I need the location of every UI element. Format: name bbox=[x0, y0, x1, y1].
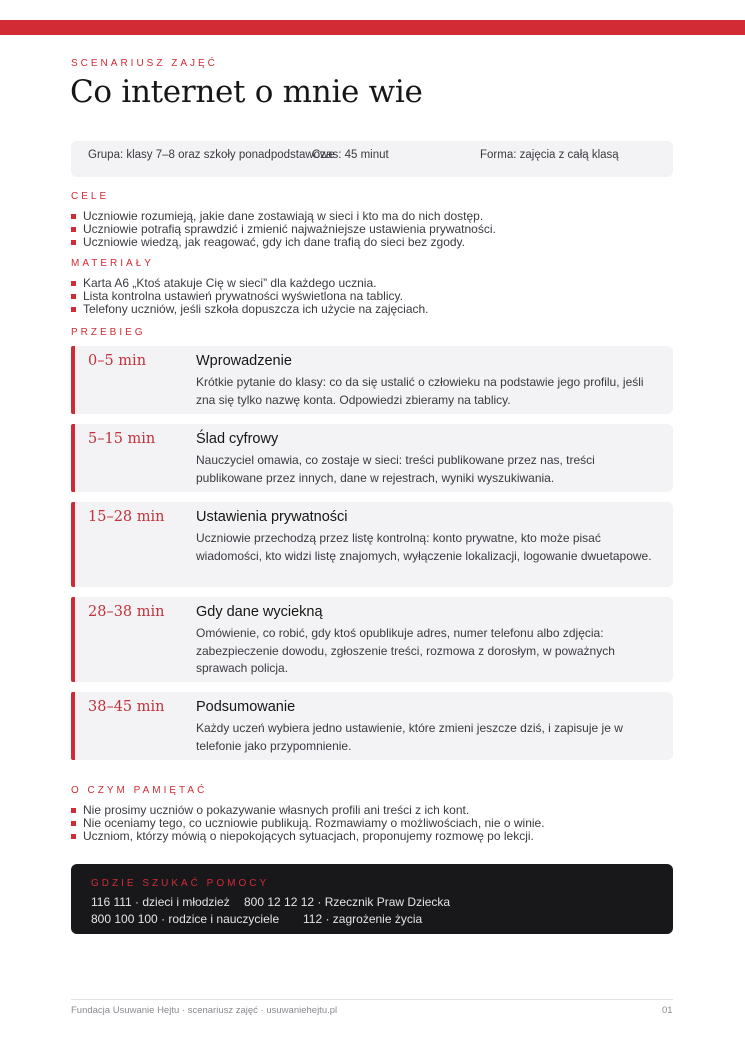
bullet-icon bbox=[71, 808, 76, 813]
course-step bbox=[71, 502, 673, 587]
list-item: Telefony uczniów, jeśli szkoła dopuszcza ich użycie na zajęciach. bbox=[71, 303, 429, 316]
bullet-icon bbox=[71, 214, 76, 219]
help-contact: 800 12 12 12 · Rzecznik Praw Dziecka bbox=[244, 895, 451, 909]
list-item: Uczniom, którzy mówią o niepokojących sytuacjach, proponujemy rozmowę po lekcji. bbox=[71, 830, 545, 843]
bullet-icon bbox=[71, 240, 76, 245]
list-item: Uczniowie wiedzą, jak reagować, gdy ich dane trafią do sieci bez zgody. bbox=[71, 236, 496, 249]
section-heading-goals: CELE bbox=[71, 191, 110, 202]
help-contact: 800 100 100 · rodzice i nauczyciele bbox=[91, 912, 280, 926]
materials-list bbox=[71, 277, 429, 316]
meta-box bbox=[71, 141, 673, 177]
help-contact: 116 111 · dzieci i młodzież bbox=[91, 895, 230, 909]
list-item: Nie prosimy uczniów o pokazywanie własnych profili ani treści z ich kont. bbox=[71, 804, 545, 817]
bullet-icon bbox=[71, 294, 76, 299]
bullet-icon bbox=[71, 227, 76, 232]
top-accent-bar bbox=[0, 20, 745, 35]
bullet-icon bbox=[71, 281, 76, 286]
step-accent-bar bbox=[71, 502, 75, 587]
list-item: Lista kontrolna ustawień prywatności wyświetlona na tablicy. bbox=[71, 290, 429, 303]
bullet-icon bbox=[71, 821, 76, 826]
step-time: 5–15 min bbox=[88, 431, 156, 447]
footer-divider bbox=[71, 999, 673, 1000]
course-step bbox=[71, 346, 673, 414]
step-description: Krótkie pytanie do klasy: co da się ustalić o człowieku na podstawie jego profilu, jeśli zna się tylko nazwę konta. Odpowiedzi zbieramy na tablicy. bbox=[196, 375, 644, 407]
bullet-icon bbox=[71, 834, 76, 839]
meta-time: Czas: 45 minut bbox=[312, 149, 389, 161]
step-description: Omówienie, co robić, gdy ktoś opublikuje adres, numer telefonu albo zdjęcia: zabezpieczenie dowodu, zgłoszenie treści, rozmowa z dorosłym, w poważnych sprawach policja. bbox=[196, 626, 615, 675]
meta-group: Grupa: klasy 7–8 oraz szkoły ponadpodstawowe bbox=[88, 149, 335, 161]
help-heading: GDZIE SZUKAĆ POMOCY bbox=[91, 878, 270, 889]
step-accent-bar bbox=[71, 692, 75, 760]
step-accent-bar bbox=[71, 597, 75, 682]
step-title: Podsumowanie bbox=[196, 699, 296, 715]
step-title: Ślad cyfrowy bbox=[196, 431, 279, 447]
list-item: Karta A6 „Ktoś atakuje Cię w sieci” dla każdego ucznia. bbox=[71, 277, 429, 290]
step-title: Wprowadzenie bbox=[196, 353, 292, 369]
step-description: Każdy uczeń wybiera jedno ustawienie, które zmieni jeszcze dziś, i zapisuje je w telefonie jako przypomnienie. bbox=[196, 721, 623, 753]
step-accent-bar bbox=[71, 346, 75, 414]
page-title: Co internet o mnie wie bbox=[70, 74, 423, 110]
step-time: 15–28 min bbox=[88, 509, 165, 525]
step-time: 38–45 min bbox=[88, 699, 165, 715]
step-accent-bar bbox=[71, 424, 75, 492]
course-step bbox=[71, 424, 673, 492]
course-step bbox=[71, 597, 673, 682]
step-description: Nauczyciel omawia, co zostaje w sieci: treści publikowane przez nas, treści publikowane przez innych, dane w rejestrach, wyniki wyszukiwania. bbox=[196, 453, 595, 485]
page-number: 01 bbox=[662, 1005, 673, 1016]
step-title: Gdy dane wyciekną bbox=[196, 604, 323, 620]
list-item: Uczniowie rozumieją, jakie dane zostawiają w sieci i kto ma do nich dostęp. bbox=[71, 210, 496, 223]
help-box bbox=[71, 864, 673, 934]
remember-list bbox=[71, 804, 545, 843]
step-time: 0–5 min bbox=[88, 353, 147, 369]
bullet-icon bbox=[71, 307, 76, 312]
section-heading-remember: O CZYM PAMIĘTAĆ bbox=[71, 785, 208, 796]
course-step bbox=[71, 692, 673, 760]
list-item: Nie oceniamy tego, co uczniowie publikują. Rozmawiamy o możliwościach, nie o winie. bbox=[71, 817, 545, 830]
list-item: Uczniowie potrafią sprawdzić i zmienić najważniejsze ustawienia prywatności. bbox=[71, 223, 496, 236]
step-title: Ustawienia prywatności bbox=[196, 509, 348, 525]
section-heading-materials: MATERIAŁY bbox=[71, 258, 154, 269]
goals-list bbox=[71, 210, 496, 249]
help-contact: 112 · zagrożenie życia bbox=[303, 912, 423, 926]
step-time: 28–38 min bbox=[88, 604, 165, 620]
step-description: Uczniowie przechodzą przez listę kontrolną: konto prywatne, kto może pisać wiadomości, kto widzi listę znajomych, wyłączenie lokalizacji, logowanie dwuetapowe. bbox=[196, 531, 652, 563]
meta-form: Forma: zajęcia z całą klasą bbox=[480, 149, 619, 161]
footer-text: Fundacja Usuwanie Hejtu · scenariusz zajęć · usuwaniehejtu.pl bbox=[71, 1005, 338, 1016]
document-eyebrow: SCENARIUSZ ZAJĘĆ bbox=[71, 58, 218, 69]
section-heading-course: PRZEBIEG bbox=[71, 327, 146, 338]
